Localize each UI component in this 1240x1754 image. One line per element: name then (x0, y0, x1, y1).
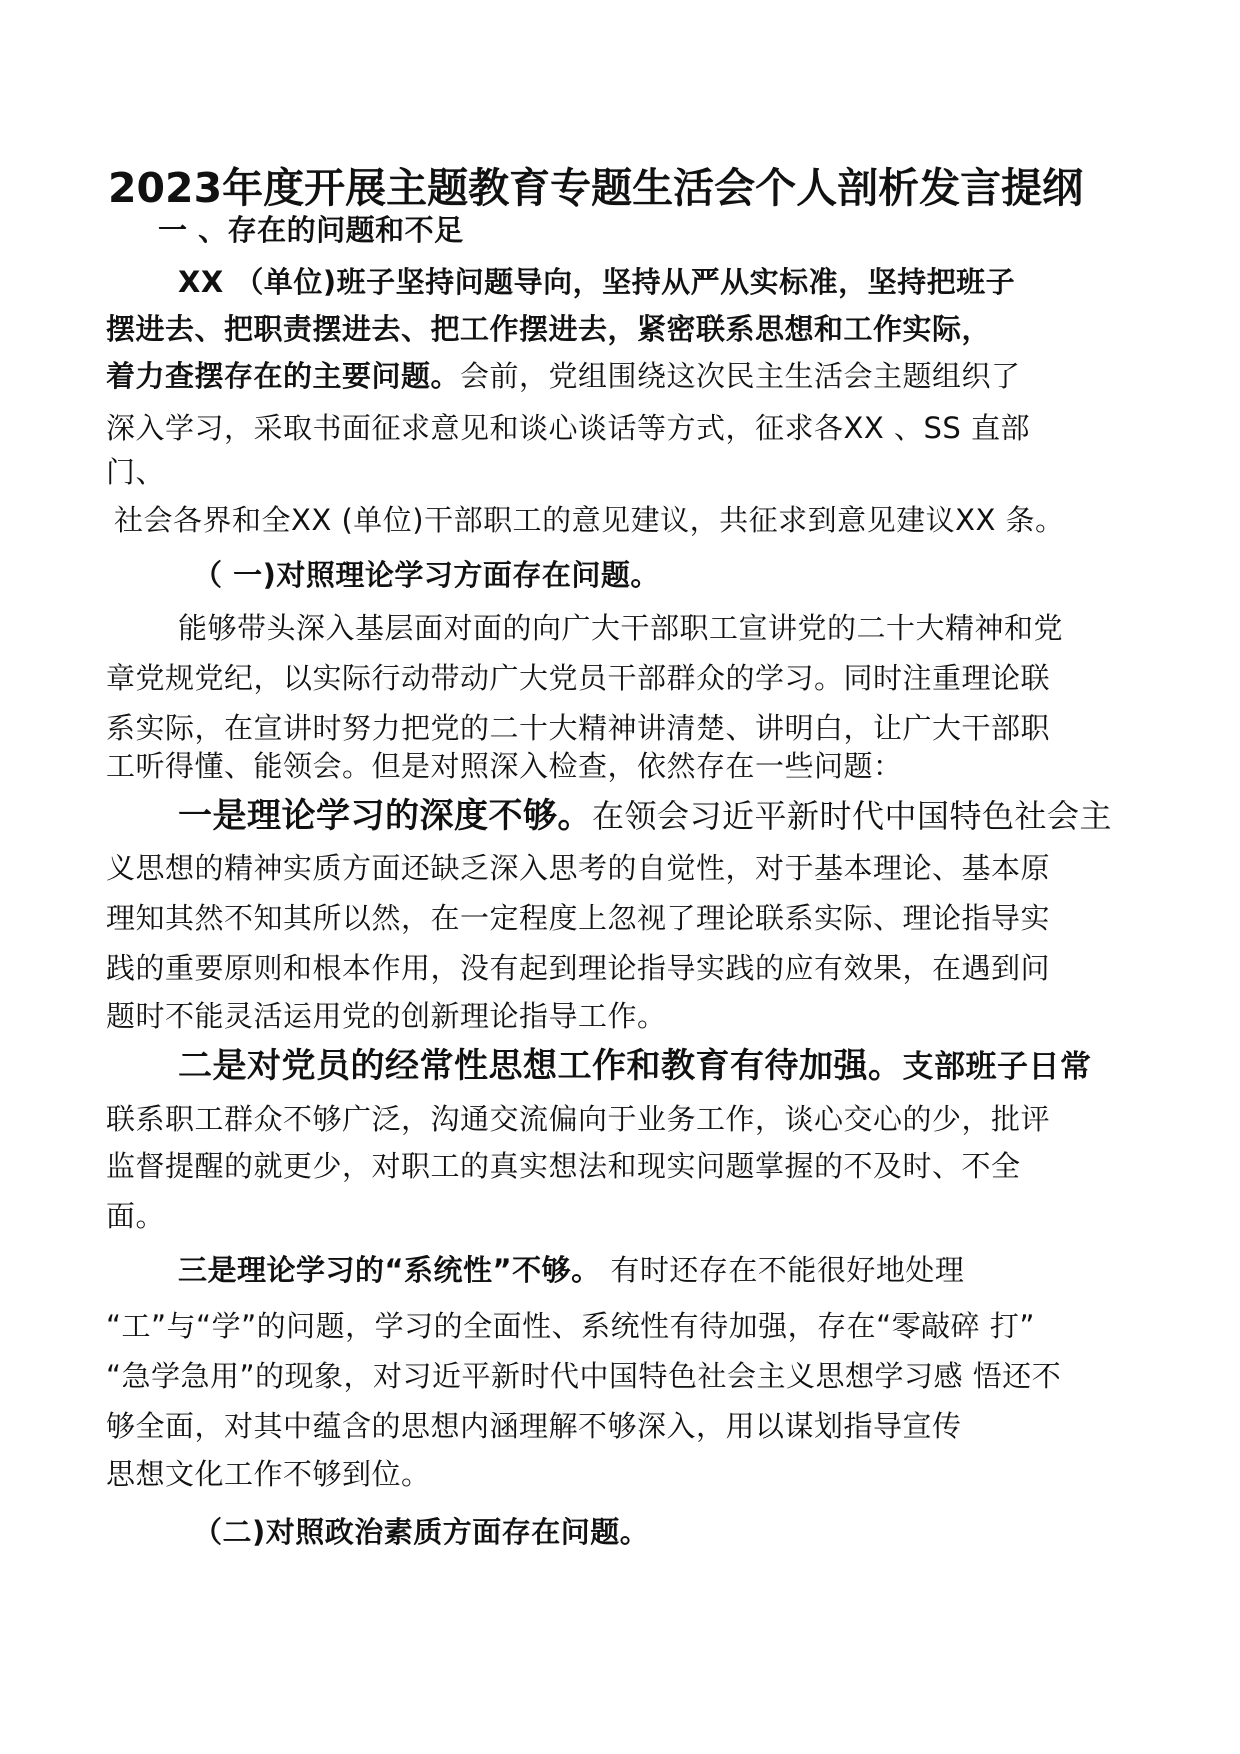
intro-line-3-bold: 着力查摆存在的主要问题。 (106, 359, 461, 393)
subsection-heading-theory: （ 一)对照理论学习方面存在问题。 (193, 558, 660, 592)
para1-line-3: 系实际，在宣讲时努力把党的二十大精神讲清楚、讲明白，让广大干部职 (106, 711, 1051, 745)
intro-line-5: 门、 (106, 455, 166, 489)
point2-line-4: 面。 (106, 1199, 166, 1233)
point1-line-5: 题时不能灵活运用党的创新理论指导工作。 (106, 999, 667, 1033)
point2-line-1-rest: 支部班子日常 (902, 1049, 1092, 1085)
para1-line-1: 能够带头深入基层面对面的向广大干部职工宣讲党的二十大精神和党 (178, 611, 1064, 645)
point3-line-3: “急学急用”的现象，对习近平新时代中国特色社会主义思想学习感 悟还不 (106, 1359, 1062, 1393)
point2-line-2: 联系职工群众不够广泛，沟通交流偏向于业务工作，谈心交心的少，批评 (106, 1102, 1051, 1136)
intro-line-6: 社会各界和全XX (单位)干部职工的意见建议，共征求到意见建议XX 条。 (114, 503, 1065, 537)
intro-line-3-rest: 会前，党组围绕这次民主生活会主题组织了 (460, 359, 1021, 393)
point1-line-1 (178, 796, 1112, 837)
point2-line-1 (178, 1046, 1092, 1087)
document-title: 2023年度开展主题教育专题生活会个人剖析发言提纲 (108, 164, 1084, 212)
intro-line-2: 摆进去、把职责摆进去、把工作摆进去，紧密联系思想和工作实际， (106, 312, 992, 346)
para1-line-2: 章党规党纪，以实际行动带动广大党员干部群众的学习。同时注重理论联 (106, 661, 1051, 695)
point3-line-2: “工”与“学”的问题，学习的全面性、系统性有待加强，存在“零敲碎 打” (106, 1309, 1035, 1343)
point2-lead: 二是对党员的经常性思想工作和教育有待加强。 (178, 1046, 903, 1086)
point1-line-1-rest: 在领会习近平新时代中国特色社会主 (592, 797, 1113, 835)
intro-line-4: 深入学习，采取书面征求意见和谈心谈话等方式，征求各XX 、SS 直部 (106, 411, 1030, 445)
point3-line-4: 够全面，对其中蕴含的思想内涵理解不够深入，用以谋划指导宣传 (106, 1409, 962, 1443)
point1-line-2: 义思想的精神实质方面还缺乏深入思考的自觉性，对于基本理论、基本原 (106, 851, 1051, 885)
point1-lead: 一是理论学习的深度不够。 (178, 796, 592, 836)
point3-line-1 (178, 1250, 964, 1290)
intro-line-3 (106, 356, 1021, 396)
point1-line-4: 践的重要原则和根本作用，没有起到理论指导实践的应有效果，在遇到问 (106, 951, 1051, 985)
point2-line-3: 监督提醒的就更少，对职工的真实想法和现实问题掌握的不及时、不全 (106, 1149, 1021, 1183)
subsection-heading-political: （二)对照政治素质方面存在问题。 (193, 1515, 650, 1549)
para1-line-4: 工听得懂、能领会。但是对照深入检查，依然存在一些问题： (106, 749, 903, 783)
section-heading-problems: 一 、存在的问题和不足 (158, 213, 464, 247)
point3-line-5: 思想文化工作不够到位。 (106, 1457, 431, 1491)
point3-line-1-rest: 有时还存在不能很好地处理 (600, 1253, 965, 1287)
intro-line-1: XX （单位)班子坚持问题导向，坚持从严从实标准，坚持把班子 (178, 265, 1016, 299)
point1-line-3: 理知其然不知其所以然，在一定程度上忽视了理论联系实际、理论指导实 (106, 901, 1051, 935)
point3-lead: 三是理论学习的“系统性”不够。 (178, 1253, 601, 1287)
